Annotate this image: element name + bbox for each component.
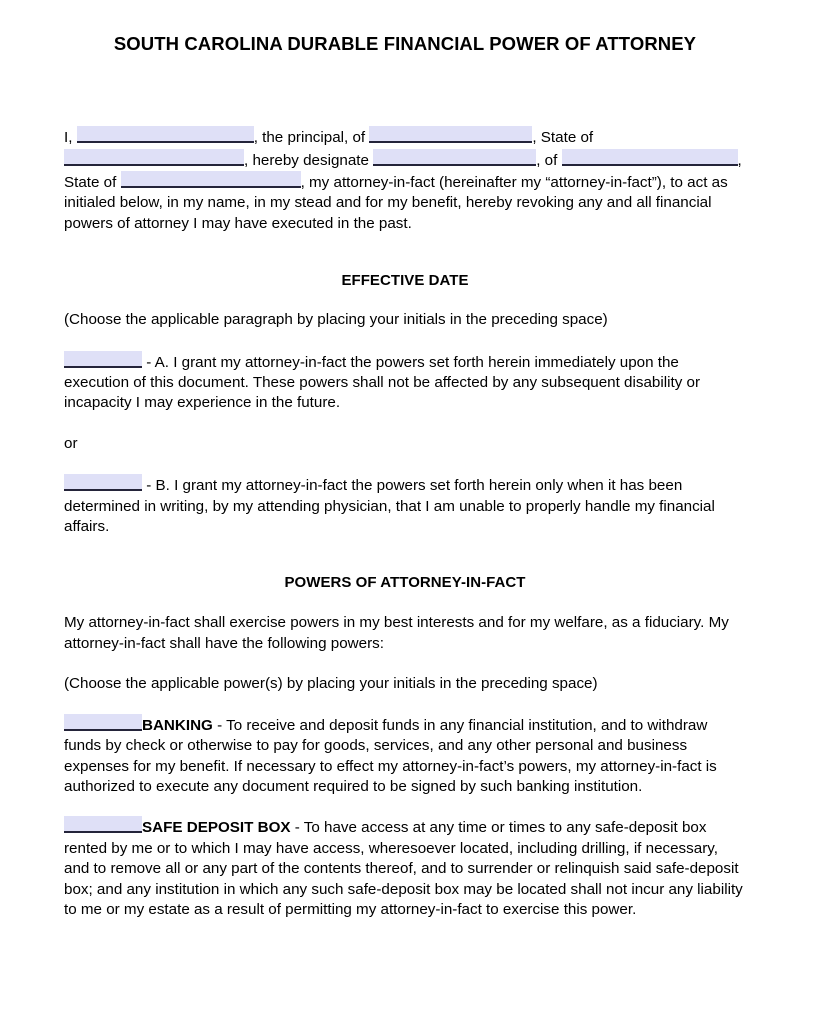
spacer-intro-effective bbox=[64, 234, 746, 272]
spacer-instruction-banking bbox=[64, 695, 746, 714]
effective-date-instruction: (Choose the applicable paragraph by placing your initials in the preceding space) bbox=[64, 311, 608, 329]
spacer-fiduciary-instruction bbox=[64, 654, 746, 674]
agent-state-field[interactable] bbox=[121, 171, 301, 188]
banking-text: To receive and deposit funds in any financial institution, and to withdraw funds by check or otherwise to pay for goods, services, and any other personal and business expenses for my benefit. If necessary to effect my attorney-in-fact’s powers, my attorney-in-fact is authorized to execute any document required to be signed by such banking institution. bbox=[64, 716, 717, 795]
banking-initials-field[interactable] bbox=[64, 714, 142, 731]
intro-text-principal-of: , the principal, of bbox=[253, 129, 366, 147]
option-b-text: - B. I grant my attorney-in-fact the powers set forth herein only when it has been determined in writing, by my attending physician, that I am unable to properly handle my financial affairs. bbox=[64, 477, 715, 536]
spacer-option-b-powers bbox=[64, 537, 746, 574]
page-title: SOUTH CAROLINA DURABLE FINANCIAL POWER OF ATTORNEY bbox=[113, 33, 697, 54]
power-item-banking bbox=[64, 714, 746, 798]
principal-name-field[interactable] bbox=[77, 126, 254, 143]
spacer-powers-fiduciary bbox=[64, 592, 746, 613]
banking-dash: - bbox=[212, 716, 227, 734]
intro-text-state-of-2: , State of bbox=[64, 151, 742, 191]
option-b-initials-field[interactable] bbox=[64, 474, 142, 491]
spacer-option-a-or bbox=[64, 414, 746, 434]
intro-text-i: I, bbox=[64, 129, 73, 147]
option-a-initials-field[interactable] bbox=[64, 351, 142, 368]
powers-heading: POWERS OF ATTORNEY-IN-FACT bbox=[284, 574, 526, 592]
or-separator-label: or bbox=[64, 434, 78, 452]
powers-instruction: (Choose the applicable power(s) by placing your initials in the preceding space) bbox=[64, 675, 598, 693]
safe-deposit-box-label: SAFE DEPOSIT BOX bbox=[142, 819, 291, 837]
safe-deposit-box-initials-field[interactable] bbox=[64, 816, 142, 833]
intro-text-state-of-1: , State of bbox=[532, 129, 594, 147]
option-a-text: - A. I grant my attorney-in-fact the powers set forth herein immediately upon the execution of this document. These powers shall not be affected by any subsequent disability or incapacity I may experience in the future. bbox=[64, 353, 701, 412]
effective-date-option-b bbox=[64, 474, 746, 537]
safe-deposit-box-text: To have access at any time or times to any safe-deposit box rented by me or to which I may have access, wheresoever located, including drilling, if necessary, and to remove all or any part of the contents thereof, and to surrender or relinquish said safe-deposit box; and any institution in which any such safe-deposit box may be located shall not incur any liability to me or my estate as a result of permitting my attorney-in-fact to exercise this power. bbox=[64, 819, 743, 918]
effective-date-option-a bbox=[64, 351, 746, 414]
spacer-or-option-b bbox=[64, 454, 746, 474]
spacer-effective-instruction bbox=[64, 290, 746, 310]
agent-name-field[interactable] bbox=[373, 149, 536, 166]
agent-address-field[interactable] bbox=[562, 149, 738, 166]
spacer-instruction-option-a bbox=[64, 331, 746, 351]
spacer-banking-safedeposit bbox=[64, 797, 746, 816]
fiduciary-paragraph: My attorney-in-fact shall exercise powers in my best interests and for my welfare, as a fiduciary. My attorney-in-fact shall have the following powers: bbox=[64, 614, 729, 652]
safe-deposit-box-dash: - bbox=[290, 819, 304, 837]
effective-date-heading: EFFECTIVE DATE bbox=[341, 272, 469, 290]
power-item-safe-deposit-box bbox=[64, 816, 746, 920]
intro-text-of: , of bbox=[536, 151, 558, 169]
banking-label: BANKING bbox=[142, 716, 213, 734]
introduction-paragraph bbox=[64, 126, 746, 234]
spacer-title-intro bbox=[64, 55, 746, 126]
intro-text-tail: , my attorney-in-fact (hereinafter my “attorney-in-fact”), to act as initialed below, in my name, in my stead and for my benefit, hereby revoking any and all financial powers of attorney I may have executed in the past. bbox=[64, 174, 728, 232]
intro-text-hereby-designate: , hereby designate bbox=[244, 151, 369, 169]
document-content bbox=[64, 0, 746, 920]
principal-address-field[interactable] bbox=[369, 126, 532, 143]
principal-state-field[interactable] bbox=[64, 149, 244, 166]
